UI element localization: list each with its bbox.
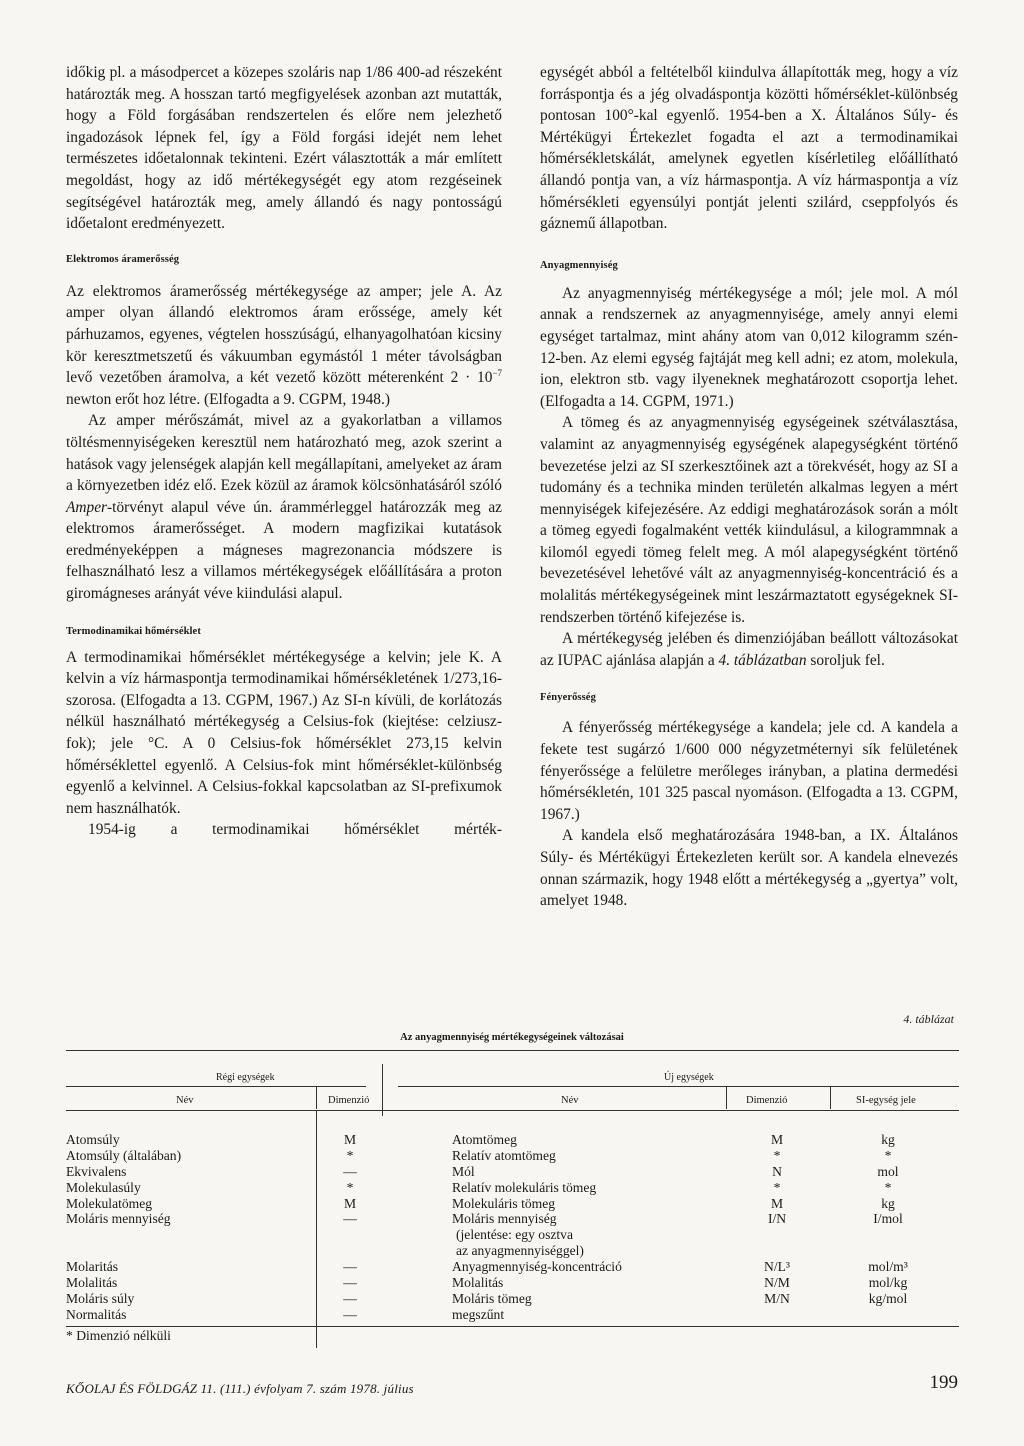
table-row xyxy=(66,1307,959,1323)
table-cell-old-dim: * xyxy=(346,1179,354,1195)
table-cell-new-dim: * xyxy=(773,1179,781,1195)
table-row xyxy=(66,1291,959,1307)
table-cell-new-name: Atomtömeg xyxy=(452,1132,517,1147)
table-cell-new-name: (jelentése: egy osztva xyxy=(456,1227,574,1243)
section-heading: Termodinamikai hőmérséklet xyxy=(66,625,201,637)
table-row xyxy=(66,1227,959,1243)
table-cell-new-dim: M xyxy=(770,1132,784,1147)
paragraph: Az amper mérőszámát, mivel az a gyakorlatban a villamos töltésmennyiségeken keresztül nem határozható meg, azok szerint a hatások vagy jelenségek alapján kell megállapítani, amelyeket az áram a környezetben idéz elő. Ezek közül az áramok kölcsönhatásáról szóló Amper-törvényt alapul véve ún. árammérleggel határozzák meg az elektromos áramerősséget. A modern magfizikai kutatások eredményeképpen a mágneses magrezonancia módszere is felhasználható lesz a villamos mértékegységek előállítására a proton giromágneses arányát véve kiindulási alapul. xyxy=(66,412,502,603)
table-cell-old-name: Molalitás xyxy=(66,1275,118,1291)
paragraph: A termodinamikai hőmérséklet mértékegysége a kelvin; jele K. A kelvin a víz hármaspontja termodinamikai hőmérsékletének 1/273,16-szorosa. (Elfogadta a 13. CGPM, 1967.) Az SI-n kívüli, de korlátozás nélkül használható mértékegység a Celsius-fok (kiejtése: celziusz-fok); jele °C. A 0 Celsius-fok hőmérséklet 273,15 kelvin hőmérséklettel egyenlő. A Celsius-fok mint hőmérséklet-különbség egyenlő a kelvinnel. A Celsius-fokkal kapcsolatban az SI-prefixumok nem használhatók. xyxy=(66,648,502,817)
paragraph: Az anyagmennyiség mértékegysége a mól; jele mol. A mól annak a rendszernek az anyagmennyisége, amely annyi elemi egységet tartalmaz, mint ahány atom van 0,012 kilogramm szén-12-ben. Az elemi egység fajtáját meg kell adni; ez atom, molekula, ion, elektron stb. vagy ilyeneknek meghatározott csoportja lehet. (Elfogadta a 14. CGPM, 1971.) xyxy=(540,284,958,410)
table-cell-old-name: Atomsúly xyxy=(66,1132,120,1147)
paragraph: Az elektromos áramerősség mértékegysége az amper; jele A. Az amper olyan állandó elektromos áram erőssége, amely két párhuzamos, egyenes, végtelen hosszúságú, elhanyagolhatóan kicsiny kör keresztmetszetű és vákuumban egymástól 1 méter távolságban levő vezetőben áramolva, a két vezető között méterenként $2 \cdot 10^{-7}$ newton erőt hoz létre. (Elfogadta a 9. CGPM, 1948.) xyxy=(66,282,502,408)
paragraph: A fényerősség mértékegysége a kandela; jele cd. A kandela a fekete test sugárzó 1/600 000 négyzetméternyi sík felületének fényerőssége a felületre merőleges irányban, a platina dermedési hőmérsékletén, 101 325 pascal nyomáson. (Elfogadta a 13. CGPM, 1967.) xyxy=(540,719,958,823)
paragraph: A kandela első meghatározására 1948-ban, a IX. Általános Súly- és Mértékügyi Értekezleten került sor. A kandela elnevezés onnan származik, hogy 1948 előtt a mértékegység a „gyertya” volt, amelyet 1948. xyxy=(540,827,958,910)
paragraph: 1954-ig a termodinamikai hőmérséklet mérték- xyxy=(88,821,502,839)
group-header-old: Régi egységek xyxy=(216,1072,275,1083)
table-cell-unit: mol xyxy=(877,1163,899,1179)
table-cell-unit: I/mol xyxy=(873,1211,903,1227)
table-cell-new-name: az anyagmennyiséggel) xyxy=(456,1243,584,1259)
table-cell-unit: mol/m³ xyxy=(868,1259,908,1275)
table-cell-old-dim: — xyxy=(343,1290,357,1306)
table-cell-unit: * xyxy=(884,1147,892,1163)
col-header-old-dim: Dimenzió xyxy=(328,1095,370,1106)
table-cell-new-dim: N xyxy=(772,1163,782,1179)
table-cell-old-name: Molekulasúly xyxy=(66,1179,141,1195)
table-cell-old-dim: M xyxy=(343,1132,357,1147)
section-heading: Fényerősség xyxy=(540,692,596,704)
table-cell-new-name: Relatív atomtömeg xyxy=(452,1147,556,1163)
table-row xyxy=(66,1275,959,1291)
section-heading: Elektromos áramerősség xyxy=(66,253,180,265)
paragraph: időkig pl. a másodpercet a közepes szoláris nap 1/86 400-ad részeként határozták meg. A hosszan tartó megfigyelések azonban azt mutatták, hogy a Föld forgásában rendszertelen és előre nem jelezhető ingadozások lépnek fel, így a Föld forgási idejét nem lehet természetes időetalonnak tekinteni. Ezért választották a már említett megoldást, hogy az idő mértékegységét egy atom rezgéseinek segítségével határozták meg, amely állandó és nagy pontosságú időetalont eredményezett. xyxy=(66,64,502,233)
table-cell-unit: * xyxy=(884,1179,892,1195)
table-cell-new-dim: N/M xyxy=(764,1275,790,1291)
table-cell-unit: kg xyxy=(881,1132,895,1147)
table-cell-old-name: Normalitás xyxy=(66,1306,127,1322)
table-cell-old-dim: — xyxy=(343,1306,357,1322)
table-title: Az anyagmennyiség mértékegységeinek változásai xyxy=(400,1032,624,1043)
col-header-old-name: Név xyxy=(176,1095,194,1106)
table-cell-old-dim: * xyxy=(346,1147,354,1163)
table-row xyxy=(66,1164,959,1180)
table-row xyxy=(66,1259,959,1275)
table-top-rule xyxy=(66,1050,959,1051)
paragraph: egységét abból a feltételből kiindulva állapították meg, hogy a víz forráspontja és a jég olvadáspontja közötti hőmérséklet-különbség pontosan 100°-kal egyenlő. 1954-ben a X. Általános Súly- és Mértékügyi Értekezlet fogadta el azt a termodinamikai hőmérsékletskálát, amelynek egyetlen kísérletileg előállítható állandó pontja van, a víz hármaspontja. A víz hármaspontja a víz hőmérsékleti egyensúlyi pontját jelenti szilárd, cseppfolyós és gáznemű állapotban. xyxy=(540,64,958,233)
table-cell-new-dim: M/N xyxy=(764,1290,790,1306)
col-header-si-unit: SI-egység jele xyxy=(856,1095,916,1106)
paragraph: A tömeg és az anyagmennyiség egységeinek szétválasztása, valamint az anyagmennyiség egységének alapegységként történő bevezetése jelzi az SI szerkesztőinek azt a törekvését, hogy az SI a tudomány és a technika minden területén alkalmas legyen a mért mennyiségek kifejezésére. Az eddigi meghatározások során a mólt a tömeg egyedi fogalmaként vették kiindulásul, a kilogrammnak a kilomól egyedi tömeg felelt meg. A mól alapegységként történő bevezetésével lehetővé vált az anyagmennyiség-koncentráció és a molalitás mértékegységeinek mint leszármaztatott egységeknek SI-rendszerben történő kifejezése is. xyxy=(540,414,958,626)
table-cell-new-dim: I/N xyxy=(767,1211,787,1227)
table-cell-new-name: Relatív molekuláris tömeg xyxy=(452,1179,597,1195)
table-body xyxy=(66,1132,959,1323)
group-header-new: Új egységek xyxy=(664,1072,714,1083)
table-cell-old-name: Atomsúly (általában) xyxy=(66,1147,182,1163)
col-header-new-dim: Dimenzió xyxy=(746,1095,788,1106)
table-row xyxy=(66,1132,959,1148)
table-cell-new-name: Molekuláris tömeg xyxy=(452,1195,556,1211)
table-row xyxy=(66,1243,959,1259)
table-cell-unit: kg xyxy=(881,1195,895,1211)
table-cell-old-dim: — xyxy=(343,1211,357,1227)
table-number: 4. táblázat xyxy=(903,1012,954,1026)
right-column xyxy=(540,62,958,912)
journal-footer: KŐOLAJ ÉS FÖLDGÁZ 11. (111.) évfolyam 7. szám 1978. július xyxy=(66,1381,414,1396)
left-column xyxy=(66,62,502,841)
table-cell-old-dim: — xyxy=(343,1259,357,1275)
page-number: 199 xyxy=(929,1372,958,1393)
paragraph: A mértékegység jelében és dimenziójában beállott változásokat az IUPAC ajánlása alapján a 4. táblázatban soroljuk fel. xyxy=(540,630,958,669)
table-cell-old-name: Molekulatömeg xyxy=(66,1195,153,1211)
table-header-rule xyxy=(66,1110,959,1111)
table-cell-new-name: Mól xyxy=(452,1163,475,1179)
table-row xyxy=(66,1196,959,1212)
table-cell-old-name: Moláris súly xyxy=(66,1290,135,1306)
table-cell-new-dim: N/L³ xyxy=(764,1259,790,1275)
table-footnote: * Dimenzió nélküli xyxy=(66,1328,171,1343)
table-cell-new-dim: * xyxy=(773,1147,781,1163)
table-row xyxy=(66,1180,959,1196)
table-row xyxy=(66,1211,959,1227)
table-cell-unit: kg/mol xyxy=(868,1290,908,1306)
table-cell-new-name: Moláris tömeg xyxy=(452,1290,532,1306)
table-cell-new-name: Molalitás xyxy=(452,1275,504,1291)
section-heading: Anyagmennyiség xyxy=(540,259,618,271)
table-cell-old-name: Ekvivalens xyxy=(66,1163,127,1179)
table-row xyxy=(66,1148,959,1164)
table-cell-old-name: Moláris mennyiség xyxy=(66,1211,171,1227)
table-cell-old-dim: M xyxy=(343,1195,357,1211)
col-header-new-name: Név xyxy=(561,1095,579,1106)
table-cell-old-dim: — xyxy=(343,1275,357,1291)
table-cell-old-dim: — xyxy=(343,1163,357,1179)
table-cell-new-dim: M xyxy=(770,1195,784,1211)
table-cell-old-name: Molaritás xyxy=(66,1259,119,1275)
table-cell-new-name: megszűnt xyxy=(452,1306,505,1322)
table-cell-unit: mol/kg xyxy=(868,1275,908,1291)
table-cell-new-name: Moláris mennyiség xyxy=(452,1211,557,1227)
table-bottom-rule xyxy=(66,1326,959,1327)
table-cell-new-name: Anyagmennyiség-koncentráció xyxy=(452,1259,622,1275)
